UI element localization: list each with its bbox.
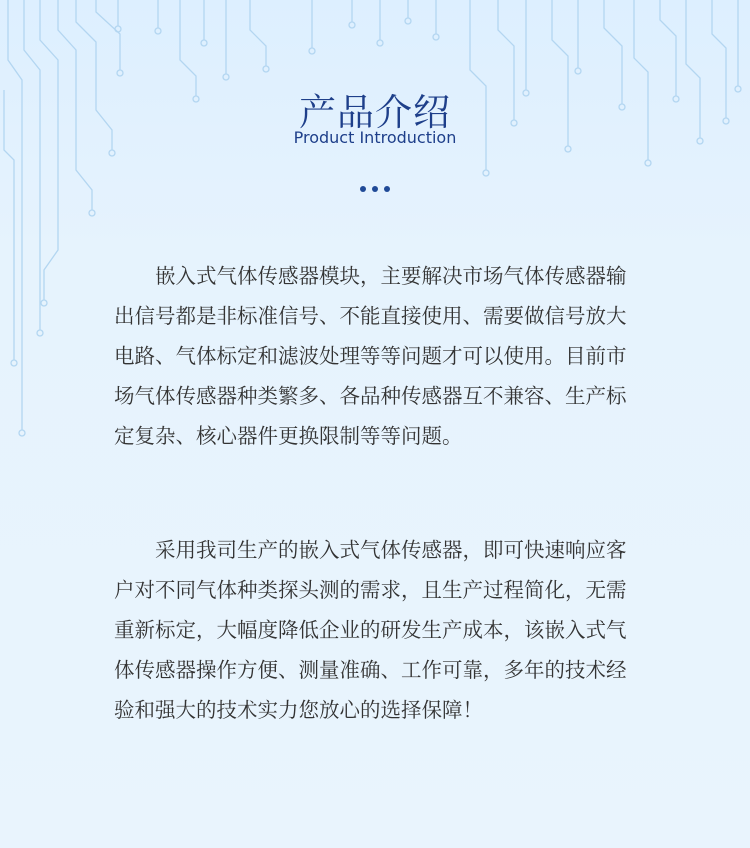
circuit-node xyxy=(117,70,123,76)
circuit-node xyxy=(223,74,229,80)
divider-dot xyxy=(372,186,378,192)
circuit-trace xyxy=(24,0,40,330)
circuit-node xyxy=(645,160,651,166)
divider-dot xyxy=(384,186,390,192)
circuit-node xyxy=(575,68,581,74)
circuit-node xyxy=(377,40,383,46)
circuit-node xyxy=(483,170,489,176)
circuit-node xyxy=(349,22,355,28)
intro-paragraph-1: 嵌入式气体传感器模块，主要解决市场气体传感器输出信号都是非标准信号、不能直接使用、需要做信号放大电路、气体标定和滤波处理等等问题才可以使用。目前市场气体传感器种类繁多、各品种传感器互不兼容、生产标定复杂、核心器件更换限制等等问题。 xyxy=(114,264,627,448)
circuit-node xyxy=(109,150,115,156)
title-divider-dots xyxy=(0,186,750,192)
circuit-node xyxy=(115,26,121,32)
intro-paragraph-2: 采用我司生产的嵌入式气体传感器，即可快速响应客户对不同气体种类探头测的需求，且生产过程简化，无需重新标定，大幅度降低企业的研发生产成本，该嵌入式气体传感器操作方便、测量准确、工作可靠，多年的技术经验和强大的技术实力您放心的选择保障！ xyxy=(114,538,627,722)
circuit-node xyxy=(41,300,47,306)
circuit-node xyxy=(433,34,439,40)
circuit-node xyxy=(11,360,17,366)
circuit-trace xyxy=(40,0,58,300)
circuit-node xyxy=(19,430,25,436)
circuit-trace xyxy=(250,0,266,66)
circuit-node xyxy=(263,66,269,72)
circuit-node xyxy=(89,210,95,216)
page-title: 产品介绍 xyxy=(299,91,451,134)
circuit-node xyxy=(37,330,43,336)
circuit-node xyxy=(405,18,411,24)
divider-dot xyxy=(360,186,366,192)
circuit-node xyxy=(155,28,161,34)
circuit-node xyxy=(309,48,315,54)
circuit-node xyxy=(201,40,207,46)
circuit-trace xyxy=(96,0,120,70)
page-subtitle: Product Introduction xyxy=(293,128,457,147)
